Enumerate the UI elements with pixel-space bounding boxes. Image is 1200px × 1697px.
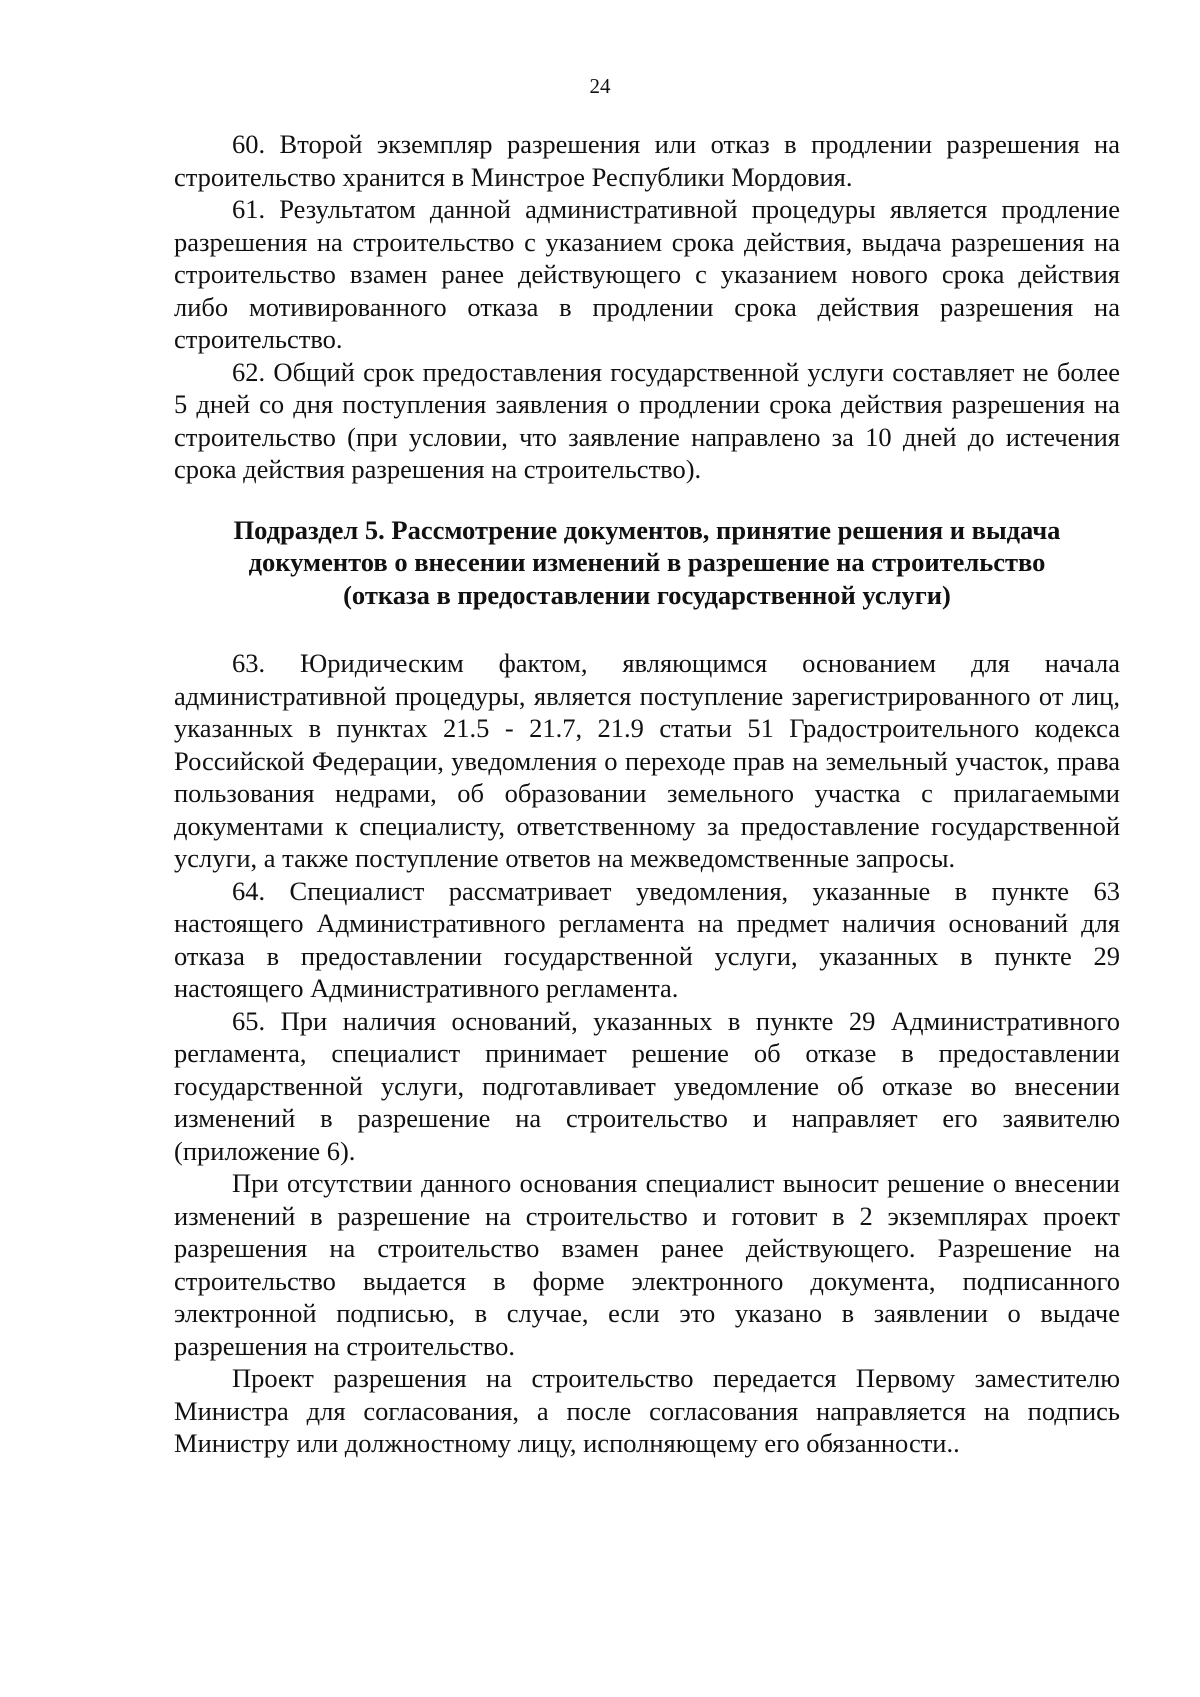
paragraph-64: 64. Специалист рассматривает уведомления, указанные в пункте 63 настоящего Административного регламента на предмет наличия оснований для отказа в предоставлении государственной услуги, указанных в пункте 29 настоящего Административного регламента.	[174, 875, 1120, 1003]
paragraph-61: 61. Результатом данной административной процедуры является продление разрешения на строительство с указанием срока действия, выдача разрешения на строительство взамен ранее действующего с указанием нового срока действия либо мотивированного отказа в продлении срока действия разрешения на строительство.	[174, 194, 1120, 354]
page-number: 24	[589, 74, 611, 98]
section-heading-line-1: Подраздел 5. Рассмотрение документов, принятие решения и выдача	[233, 514, 1061, 545]
section-heading	[174, 514, 1120, 612]
document-body	[174, 128, 1120, 1460]
paragraph-draft-permit: Проект разрешения на строительство передается Первому заместителю Министра для согласования, а после согласования направляется на подпись Министру или должностному лицу, исполняющему его обязанности..	[174, 1363, 1120, 1458]
paragraph-63: 63. Юридическим фактом, являющимся основанием для начала административной процедуры, является поступление зарегистрированного от лиц, указанных в пунктах 21.5 - 21.7, 21.9 статьи 51 Градостроительного кодекса Российской Федерации, уведомления о переходе прав на земельный участок, права пользования недрами, об образовании земельного участка с прилагаемыми документами к специалисту, ответственному за предоставление государственной услуги, а также поступление ответов на межведомственные запросы.	[174, 648, 1120, 873]
paragraph-absence-of-grounds: При отсутствии данного основания специалист выносит решение о внесении изменений в разрешение на строительство и готовит в 2 экземплярах проект разрешения на строительство взамен ранее действующего. Разрешение на строительство выдается в форме электронного документа, подписанного электронной подписью, в случае, если это указано в заявлении о выдаче разрешения на строительство.	[174, 1168, 1120, 1361]
section-heading-line-3: (отказа в предоставлении государственной услуги)	[343, 579, 951, 610]
section-heading-line-2: документов о внесении изменений в разрешение на строительство	[248, 547, 1046, 577]
paragraph-62: 62. Общий срок предоставления государственной услуги составляет не более 5 дней со дня поступления заявления о продлении срока действия разрешения на строительство (при условии, что заявление направлено за 10 дней до истечения срока действия разрешения на строительство).	[174, 356, 1120, 484]
paragraph-60: 60. Второй экземпляр разрешения или отказ в продлении разрешения на строительство хранится в Минстрое Республики Мордовия.	[174, 129, 1120, 192]
paragraph-65: 65. При наличия оснований, указанных в пункте 29 Административного регламента, специалист принимает решение об отказе в предоставлении государственной услуги, подготавливает уведомление об отказе во внесении изменений в разрешение на строительство и направляет его заявителю (приложение 6).	[174, 1005, 1120, 1166]
